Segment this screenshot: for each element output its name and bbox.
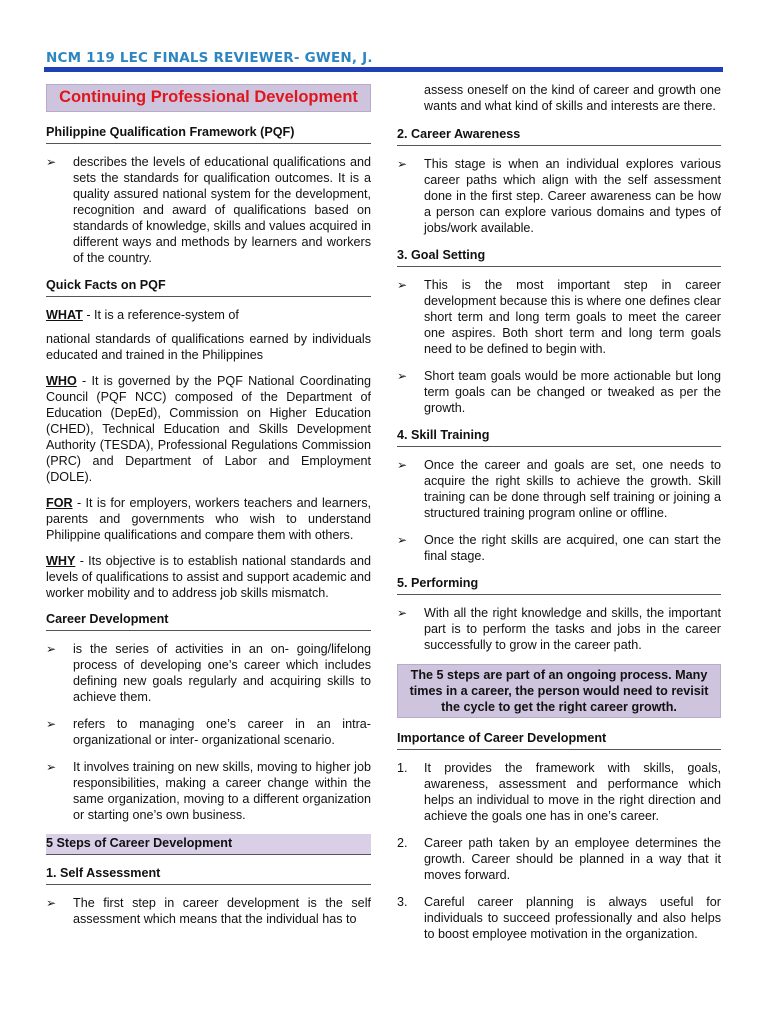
section-heading-performing: 5. Performing [397, 575, 721, 595]
fact-what: WHAT - It is a reference-system of [46, 308, 239, 322]
arrow-bullet-icon: ➢ [397, 369, 408, 383]
list-item: ➢ refers to managing one’s career in an intra-organizational or inter- organizational scenario. [46, 717, 371, 747]
left-column [46, 82, 371, 938]
arrow-bullet-icon: ➢ [46, 717, 57, 731]
section-heading-quick-facts: Quick Facts on PQF [46, 277, 371, 297]
arrow-bullet-icon: ➢ [46, 760, 57, 774]
list-item: ➢ This is the most important step in career development because this is where one defines clear short term and long term goals to meet the career one aspires. Both short term and long term goals need to be defined to begin with. [397, 278, 721, 356]
list-item: ➢ describes the levels of educational qualifications and sets the standards for qualification outcomes. It is a quality assured national system for the development, recognition and award of qualifications based on standards of knowledge, skills and values acquired in different ways and methods by learners and workers of the country. [46, 155, 371, 265]
fact-what-continued: national standards of qualifications earned by individuals educated and trained in the Philippines [46, 332, 371, 362]
section-heading-career-awareness: 2. Career Awareness [397, 126, 721, 146]
list-item: ➢ is the series of activities in an on- going/lifelong process of developing one’s career which includes defining new goals regularly and acquiring skills to achieve them. [46, 642, 371, 704]
section-heading-importance: Importance of Career Development [397, 730, 721, 750]
list-item: ➢ Once the right skills are acquired, one can start the final stage. [397, 533, 721, 563]
section-heading-self-assessment: 1. Self Assessment [46, 865, 371, 885]
document-title: Continuing Professional Development [46, 84, 371, 112]
list-item: ➢ It involves training on new skills, moving to higher job responsibilities, making a career change within the same organization, moving to a different organization or starting one’s own business. [46, 760, 371, 822]
list-item: 2. Career path taken by an employee determines the growth. Career should be planned in a way that it moves forward. [397, 836, 721, 882]
arrow-bullet-icon: ➢ [46, 155, 57, 169]
list-item: ➢ Short team goals would be more actionable but long term goals can be changed or tweaked as per the growth. [397, 369, 721, 415]
arrow-bullet-icon: ➢ [46, 642, 57, 656]
section-heading-pqf: Philippine Qualification Framework (PQF) [46, 124, 371, 144]
arrow-bullet-icon: ➢ [397, 533, 408, 547]
arrow-bullet-icon: ➢ [397, 278, 408, 292]
header-rule [44, 67, 723, 72]
section-heading-career-development: Career Development [46, 611, 371, 631]
fact-for: FOR - It is for employers, workers teachers and learners, parents and governments who wish to understand Philippine qualifications and compare them with others. [46, 496, 371, 542]
right-column [397, 82, 721, 953]
list-number: 2. [397, 836, 408, 850]
section-heading-skill-training: 4. Skill Training [397, 427, 721, 447]
list-number: 3. [397, 895, 408, 909]
list-number: 1. [397, 761, 408, 775]
arrow-bullet-icon: ➢ [397, 606, 408, 620]
list-item: ➢ With all the right knowledge and skills, the important part is to perform the tasks and jobs in the career successfully to grow in the career path. [397, 606, 721, 652]
list-item: ➢ Once the career and goals are set, one needs to acquire the right skills to achieve the growth. Skill training can be done through self training or joining a structured training program online or offline. [397, 458, 721, 520]
section-heading-5-steps: 5 Steps of Career Development [46, 834, 371, 855]
arrow-bullet-icon: ➢ [397, 458, 408, 472]
list-item: 1. It provides the framework with skills, goals, awareness, assessment and performance which helps an individual to move in the right direction and achieve the goals one has in one’s career. [397, 761, 721, 823]
fact-why: WHY - Its objective is to establish national standards and levels of qualifications to assist and support academic and worker mobility and to address job skills mismatch. [46, 554, 371, 600]
fact-who: WHO - It is governed by the PQF National Coordinating Council (PQF NCC) composed of the Department of Education (DepEd), Commission on Higher Education (CHED), Technical Education and Skills Development Authority (TESDA), Professional Regulations Commission (PRC) and Department of Labor and Employment (DOLE). [46, 374, 371, 484]
list-item: ➢ This stage is when an individual explores various career paths which align with the self assessment done in the first step. Career awareness can be how a person can explore various domains and types of jobs/work available. [397, 157, 721, 235]
document-header: NCM 119 LEC FINALS REVIEWER- GWEN, J. [46, 50, 373, 66]
arrow-bullet-icon: ➢ [397, 157, 408, 171]
list-item: ➢ The first step in career development is the self assessment which means that the individual has to [46, 896, 371, 926]
arrow-bullet-icon: ➢ [46, 896, 57, 910]
callout-box: The 5 steps are part of an ongoing process. Many times in a career, the person would need to revisit the cycle to get the right career growth. [397, 664, 721, 718]
section-heading-goal-setting: 3. Goal Setting [397, 247, 721, 267]
list-item: 3. Careful career planning is always useful for individuals to succeed professionally and also helps to boost employee motivation in the organization. [397, 895, 721, 941]
self-assessment-continued: assess oneself on the kind of career and growth one wants and what kind of skills and interests are there. [424, 83, 721, 113]
